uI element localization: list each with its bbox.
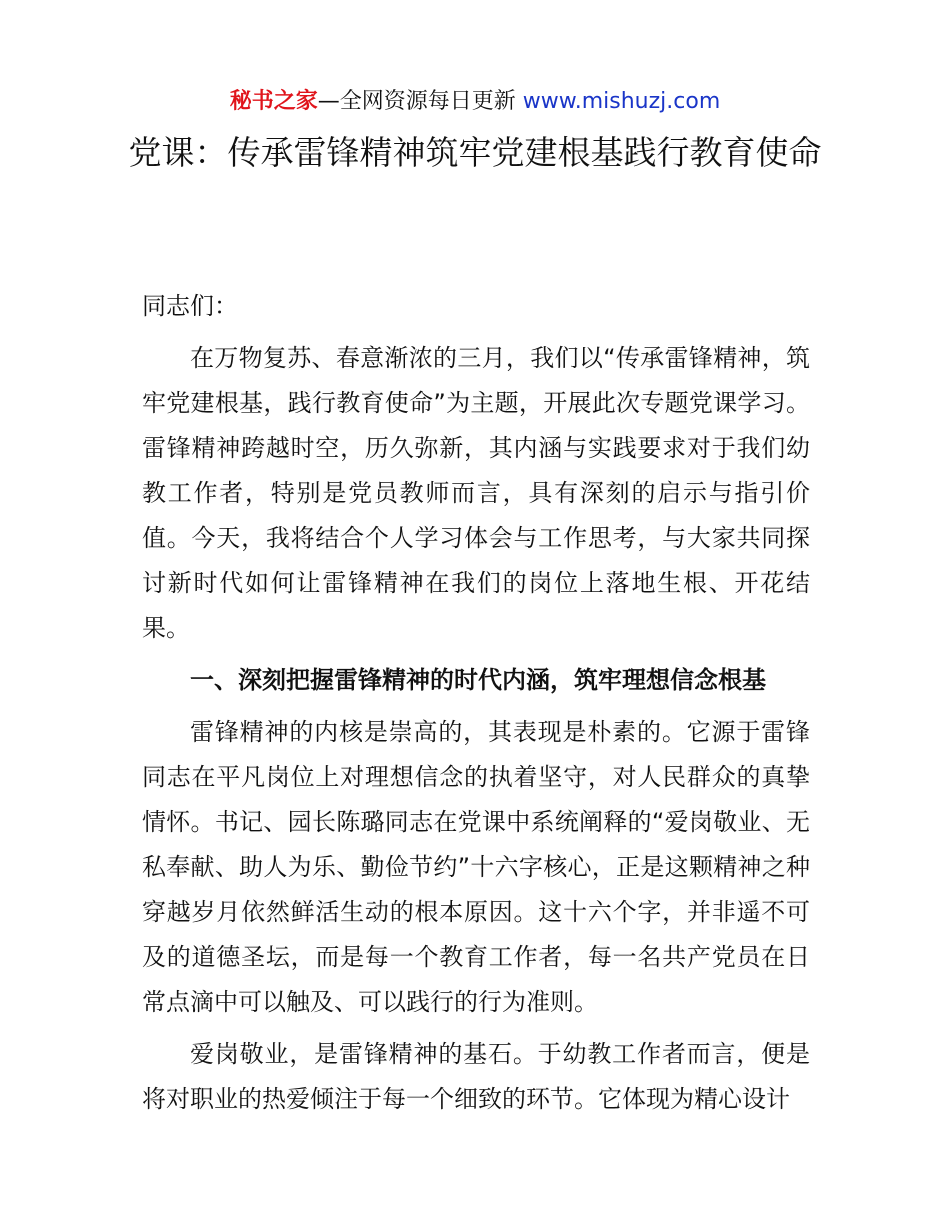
site-url-link[interactable]: www.mishuzj.com bbox=[522, 89, 721, 114]
document-title: 党课：传承雷锋精神筑牢党建根基践行教育使命 bbox=[128, 133, 822, 172]
paragraph-dedication: 爱岗敬业，是雷锋精神的基石。于幼教工作者而言，便是将对职业的热爱倾注于每一个细致的环节。它体现为精心设计 bbox=[142, 1040, 810, 1113]
banner-slogan: —全网资源每日更新 bbox=[317, 89, 523, 114]
section-heading-1: 一、深刻把握雷锋精神的时代内涵，筑牢理想信念根基 bbox=[190, 666, 766, 694]
paragraph-core-spirit: 雷锋精神的内核是崇高的，其表现是朴素的。它源于雷锋同志在平凡岗位上对理想信念的执着坚守，对人民群众的真挚情怀。书记、园长陈璐同志在党课中系统阐释的“爱岗敬业、无私奉献、助人为乐、勤俭节约”十六字核心，正是这颗精神之种穿越岁月依然鲜活生动的根本原因。这十六个字，并非遥不可及的道德圣坛，而是每一个教育工作者，每一名共产党员在日常点滴中可以触及、可以践行的行为准则。 bbox=[142, 718, 810, 1016]
salutation: 同志们： bbox=[142, 292, 238, 320]
paragraph-intro: 在万物复苏、春意渐浓的三月，我们以“传承雷锋精神，筑牢党建根基，践行教育使命”为主题，开展此次专题党课学习。雷锋精神跨越时空，历久弥新，其内涵与实践要求对于我们幼教工作者，特别是党员教师而言，具有深刻的启示与指引价值。今天，我将结合个人学习体会与工作思考，与大家共同探讨新时代如何让雷锋精神在我们的岗位上落地生根、开花结果。 bbox=[142, 344, 810, 642]
site-banner bbox=[0, 88, 950, 116]
brand-name: 秘书之家 bbox=[229, 89, 318, 114]
document-body bbox=[142, 284, 810, 1129]
